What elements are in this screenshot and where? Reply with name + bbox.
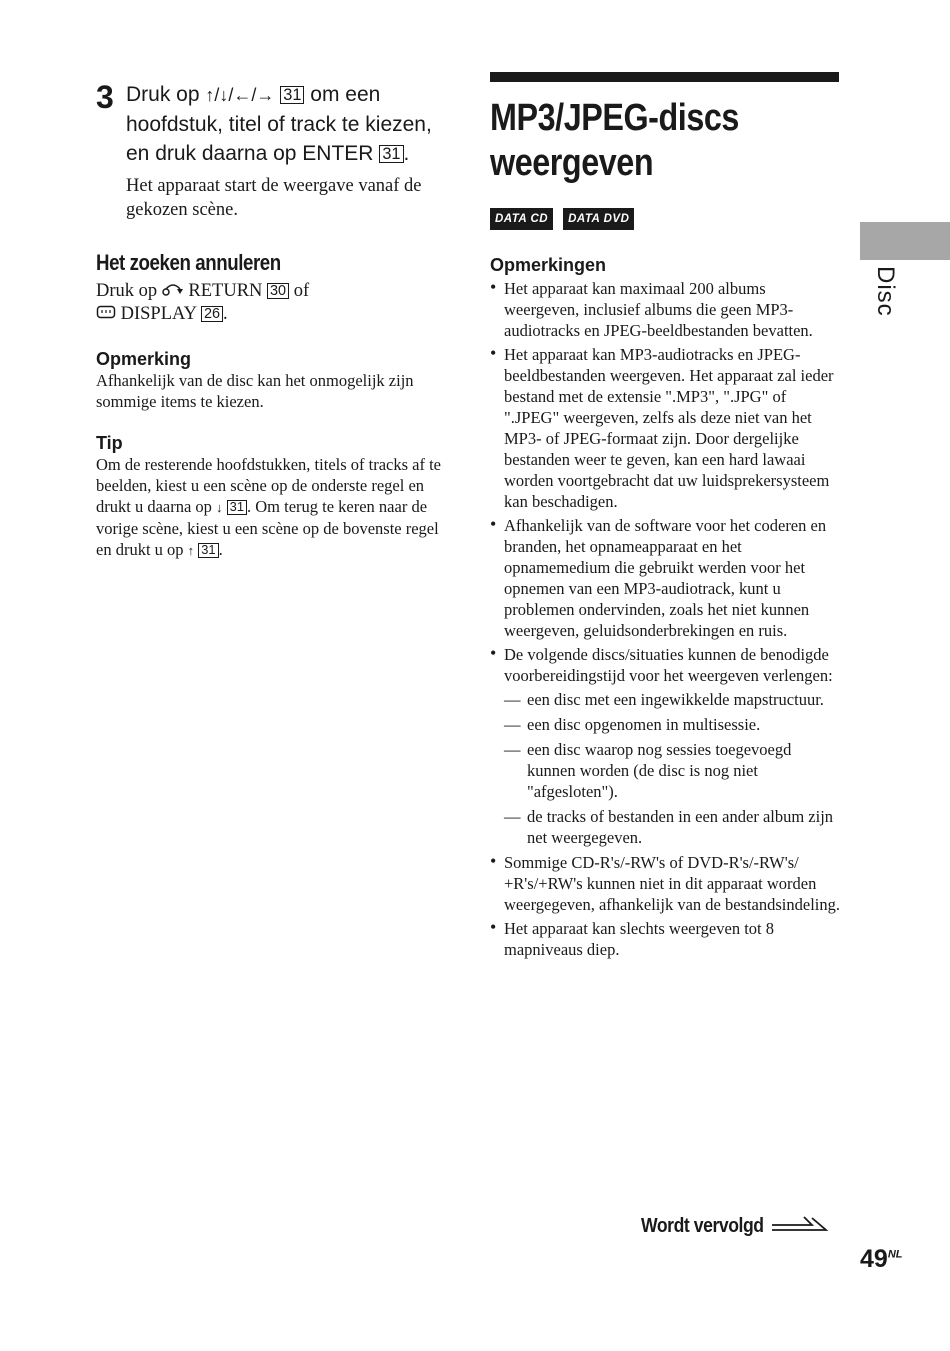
arrow-keys-icon: ↑/↓/←/→ bbox=[205, 85, 275, 105]
arrow-down-icon: ↓ bbox=[216, 500, 223, 515]
cancel-text-b: of bbox=[289, 281, 310, 301]
display-label: DISPLAY bbox=[116, 304, 201, 324]
cancel-text-c: . bbox=[223, 304, 228, 324]
cancel-instruction bbox=[96, 280, 448, 326]
arrow-up-icon: ↑ bbox=[187, 543, 195, 558]
page-language-code: NL bbox=[887, 1248, 903, 1261]
step-instruction bbox=[126, 80, 448, 168]
note-text: Afhankelijk van de disc kan het onmogelijk zijn sommige items te kiezen. bbox=[96, 371, 414, 411]
list-item: • Het apparaat kan maximaal 200 albums weergeven, inclusief albums die geen MP3-audiotracks en JPEG-beeldbestanden bevatten. bbox=[490, 278, 840, 341]
step-3 bbox=[96, 80, 448, 222]
disc-type-badges bbox=[490, 208, 840, 230]
sub-list-item: — een disc waarop nog sessies toegevoegd kunnen worden (de disc is nog niet "afgesloten"). bbox=[504, 739, 840, 802]
page-number-value: 49 bbox=[860, 1245, 888, 1273]
notes-heading: Opmerkingen bbox=[490, 255, 607, 275]
list-item: • Het apparaat kan slechts weergeven tot 8 mapniveaus diep. bbox=[490, 918, 840, 960]
step-result: Het apparaat start de weergave vanaf de gekozen scène. bbox=[126, 176, 422, 220]
title-line-2: weergeven bbox=[490, 142, 654, 184]
title-line-1: MP3/JPEG-discs bbox=[490, 97, 739, 139]
list-item: • Het apparaat kan MP3-audiotracks en JPEG-beeldbestanden weergeven. Het apparaat zal ieder bestand met de extensie ".MP3", ".JPG" of ".JPEG" weergeven, zelfs als deze niet van het MP3- of JPEG-formaat zijn. Door dergelijke bestanden weer te geven, kan een hard lawaai worden voortgebracht dat uw luidsprekersysteem kan beschadigen. bbox=[490, 344, 840, 512]
tip-text bbox=[96, 454, 448, 561]
badge-data-cd: DATA CD bbox=[490, 208, 553, 230]
step-text-a: Druk op bbox=[126, 83, 206, 106]
chapter-tab bbox=[860, 222, 950, 260]
list-item-text: De volgende discs/situaties kunnen de benodigde voorbereidingstijd voor het weergeven verlengen: bbox=[504, 645, 833, 685]
continued-indicator bbox=[641, 1213, 830, 1240]
continued-arrow-icon bbox=[770, 1213, 830, 1240]
tip-text-b: . Om terug te keren naar de vorige scène, kiest u een scène op de bovenste regel en drukt u op bbox=[96, 497, 439, 559]
return-icon bbox=[162, 281, 184, 301]
return-label: RETURN bbox=[183, 281, 268, 301]
section-title bbox=[490, 96, 788, 186]
left-column bbox=[96, 74, 448, 561]
button-ref-30: 30 bbox=[267, 283, 289, 299]
note-heading: Opmerking bbox=[96, 349, 192, 369]
step-number: 3 bbox=[96, 79, 114, 115]
chapter-tab-label: Disc bbox=[872, 266, 899, 317]
sub-list-item: — de tracks of bestanden in een ander album zijn net weergegeven. bbox=[504, 806, 840, 848]
button-ref-31-up: 31 bbox=[198, 543, 218, 558]
tip-heading: Tip bbox=[96, 433, 123, 453]
sub-list-item: — een disc met een ingewikkelde mapstructuur. bbox=[504, 689, 840, 710]
sub-list bbox=[504, 689, 840, 848]
list-item: • Afhankelijk van de software voor het coderen en branden, het opnameapparaat en het opnamemedium die gebruikt werden voor het opnemen van een MP3-audiotrack, kunt u problemen ondervinden, zoals het niet kunnen weergeven, geluidsonderbrekingen en ruis. bbox=[490, 515, 840, 641]
step-text-b: om een hoofdstuk, titel of track te kiezen, en druk daarna op ENTER bbox=[126, 83, 432, 165]
list-item: • Sommige CD-R's/-RW's of DVD-R's/-RW's/ +R's/+RW's kunnen niet in dit apparaat worden weergegeven, afhankelijk van de bestandsindeling. bbox=[490, 852, 840, 915]
button-ref-31: 31 bbox=[280, 86, 304, 104]
notes-list bbox=[490, 278, 840, 960]
continued-text: Wordt vervolgd bbox=[641, 1215, 764, 1237]
cancel-text-a: Druk op bbox=[96, 281, 162, 301]
display-icon bbox=[96, 304, 116, 324]
page-number bbox=[860, 1245, 902, 1274]
cancel-heading: Het zoeken annuleren bbox=[96, 250, 281, 275]
sub-list-item: — een disc opgenomen in multisessie. bbox=[504, 714, 840, 735]
tip-text-c: . bbox=[218, 540, 223, 559]
button-ref-26: 26 bbox=[201, 306, 223, 322]
badge-data-dvd: DATA DVD bbox=[563, 208, 634, 230]
right-column bbox=[490, 72, 840, 963]
button-ref-31-down: 31 bbox=[227, 500, 247, 515]
tip-text-a: Om de resterende hoofdstukken, titels of tracks af te beelden, kiest u een scène op de onderste regel en drukt u daarna op bbox=[96, 455, 442, 516]
list-item bbox=[490, 644, 840, 848]
button-ref-31-enter: 31 bbox=[379, 145, 403, 163]
step-text-c: . bbox=[403, 142, 410, 165]
section-rule bbox=[490, 72, 839, 82]
